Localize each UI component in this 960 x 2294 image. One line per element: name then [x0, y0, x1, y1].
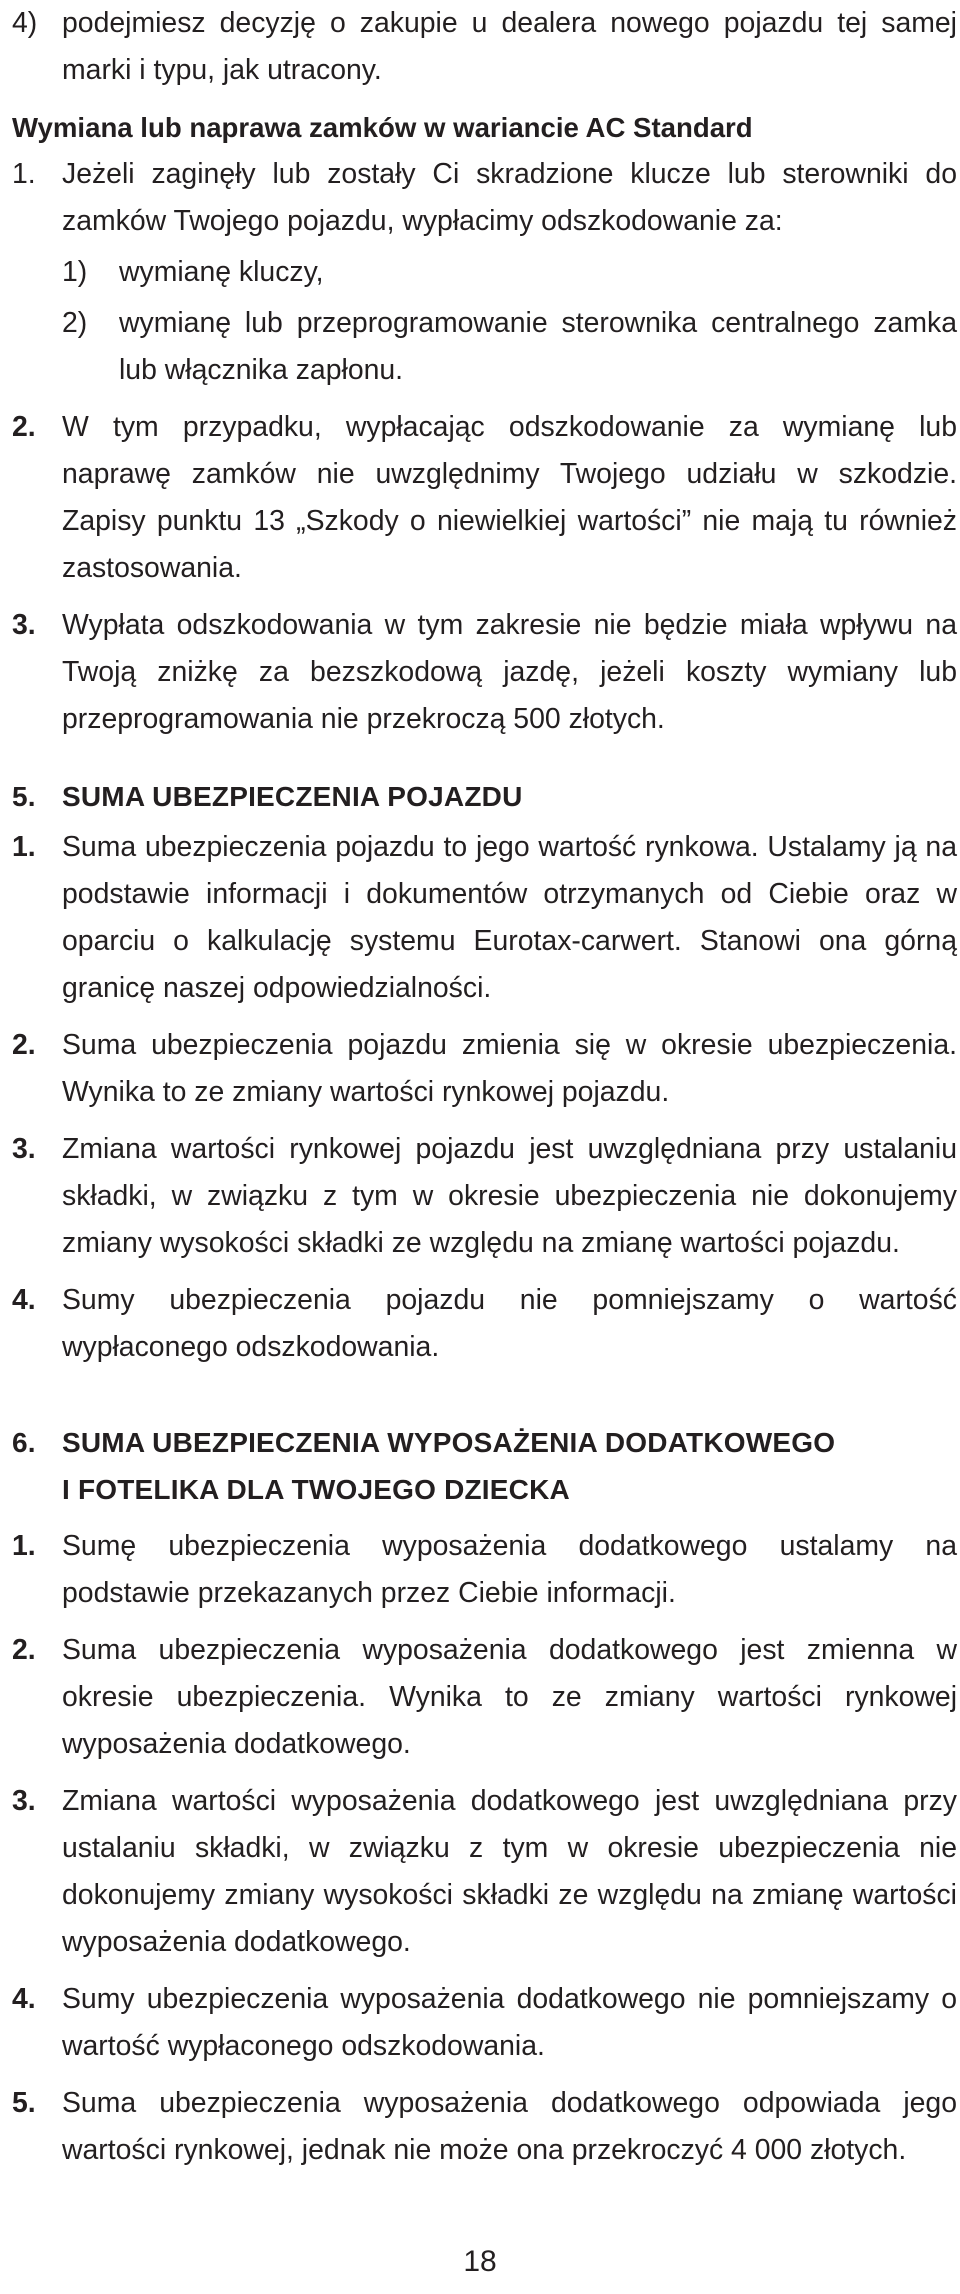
list-item	[12, 1778, 957, 1966]
item-text: Suma ubezpieczenia pojazdu to jego wartość rynkowa. Ustalamy ją na podstawie informacji i dokumentów otrzymanych od Ciebie oraz w oparciu o kalkulację systemu Eurotax-carwert. Stanowi ona górną granicę naszej odpowiedzialności.	[62, 831, 957, 1004]
section-title: SUMA UBEZPIECZENIA POJAZDU	[62, 781, 523, 812]
item-text: Suma ubezpieczenia pojazdu zmienia się w okresie ubezpieczenia. Wynika to ze zmiany wartości rynkowej pojazdu.	[62, 1029, 957, 1108]
list-item	[12, 151, 957, 245]
sub-item-number: 2)	[62, 307, 88, 339]
section-heading-6	[12, 1419, 957, 1513]
item-number: 4.	[12, 1284, 36, 1316]
item-text: Sumy ubezpieczenia wyposażenia dodatkowego nie pomniejszamy o wartość wypłaconego odszkodowania.	[62, 1983, 957, 2062]
item-number: 1.	[12, 158, 36, 190]
item-text: Suma ubezpieczenia wyposażenia dodatkowego odpowiada jego wartości rynkowej, jednak nie może ona przekroczyć 4 000 złotych.	[62, 2087, 957, 2166]
item-text: Jeżeli zaginęły lub zostały Ci skradzione klucze lub sterowniki do zamków Twojego pojazdu, wypłacimy odszkodowanie za:	[62, 158, 957, 237]
item-number: 2.	[12, 1634, 36, 1666]
item-text: Sumy ubezpieczenia pojazdu nie pomniejszamy o wartość wypłaconego odszkodowania.	[62, 1284, 957, 1363]
sub-item-text: wymianę kluczy,	[119, 256, 324, 288]
item-number: 4)	[12, 7, 38, 39]
page-number: 18	[463, 2245, 497, 2278]
item-number: 4.	[12, 1983, 36, 2015]
item-text: Suma ubezpieczenia wyposażenia dodatkowego jest zmienna w okresie ubezpieczenia. Wynika to ze zmiany wartości rynkowej wyposażenia dodatkowego.	[62, 1634, 957, 1760]
section-number: 6.	[12, 1427, 36, 1458]
section-title-line-1: SUMA UBEZPIECZENIA WYPOSAŻENIA DODATKOWEGO	[62, 1427, 836, 1458]
item-text: Zmiana wartości rynkowej pojazdu jest uwzględniana przy ustalaniu składki, w związku z tym w okresie ubezpieczenia nie dokonujemy zmiany wysokości składki ze względu na zmianę wartości pojazdu.	[62, 1133, 957, 1259]
item-text: W tym przypadku, wypłacając odszkodowanie za wymianę lub naprawę zamków nie uwzględnimy Twojego udziału w szkodzie. Zapisy punktu 13 „Szkody o niewielkiej wartości” nie mają tu również zastosowania.	[62, 411, 957, 584]
item-text: podejmiesz decyzję o zakupie u dealera nowego pojazdu tej samej marki i typu, jak utracony.	[62, 7, 957, 86]
item-text: Wypłata odszkodowania w tym zakresie nie będzie miała wpływu na Twoją zniżkę za bezszkodową jazdę, jeżeli koszty wymiany lub przeprogramowania nie przekroczą 500 złotych.	[62, 609, 957, 735]
item-number: 3.	[12, 1133, 36, 1165]
list-item	[12, 1523, 957, 1617]
list-item	[12, 404, 957, 592]
section-heading-5	[12, 773, 957, 820]
list-item	[12, 0, 957, 94]
sub-list-item	[12, 300, 957, 394]
item-text: Sumę ubezpieczenia wyposażenia dodatkowego ustalamy na podstawie przekazanych przez Ciebie informacji.	[62, 1530, 957, 1609]
section-number: 5.	[12, 781, 36, 812]
list-item	[12, 2080, 957, 2174]
item-text: Zmiana wartości wyposażenia dodatkowego jest uwzględniana przy ustalaniu składki, w związku z tym w okresie ubezpieczenia nie dokonujemy zmiany wysokości składki ze względu na zmianę wartości wyposażenia dodatkowego.	[62, 1785, 957, 1958]
list-item	[12, 602, 957, 743]
item-number: 5.	[12, 2087, 36, 2119]
sub-item-number: 1)	[62, 256, 88, 288]
section-title-line-2: I FOTELIKA DLA TWOJEGO DZIECKA	[62, 1474, 570, 1505]
list-item	[12, 1277, 957, 1371]
item-number: 2.	[12, 1029, 36, 1061]
item-number: 3.	[12, 1785, 36, 1817]
sub-item-text: wymianę lub przeprogramowanie sterownika centralnego zamka lub włącznika zapłonu.	[119, 307, 957, 386]
item-number: 1.	[12, 1530, 36, 1562]
list-item	[12, 824, 957, 1012]
list-item	[12, 1022, 957, 1116]
list-item	[12, 1627, 957, 1768]
list-item	[12, 1976, 957, 2070]
item-number: 2.	[12, 411, 36, 443]
item-number: 3.	[12, 609, 36, 641]
page-content	[12, 0, 957, 2174]
sub-list-item	[12, 249, 957, 296]
list-item	[12, 1126, 957, 1267]
item-number: 1.	[12, 831, 36, 863]
subsection-title: Wymiana lub naprawa zamków w wariancie AC Standard	[12, 112, 753, 143]
